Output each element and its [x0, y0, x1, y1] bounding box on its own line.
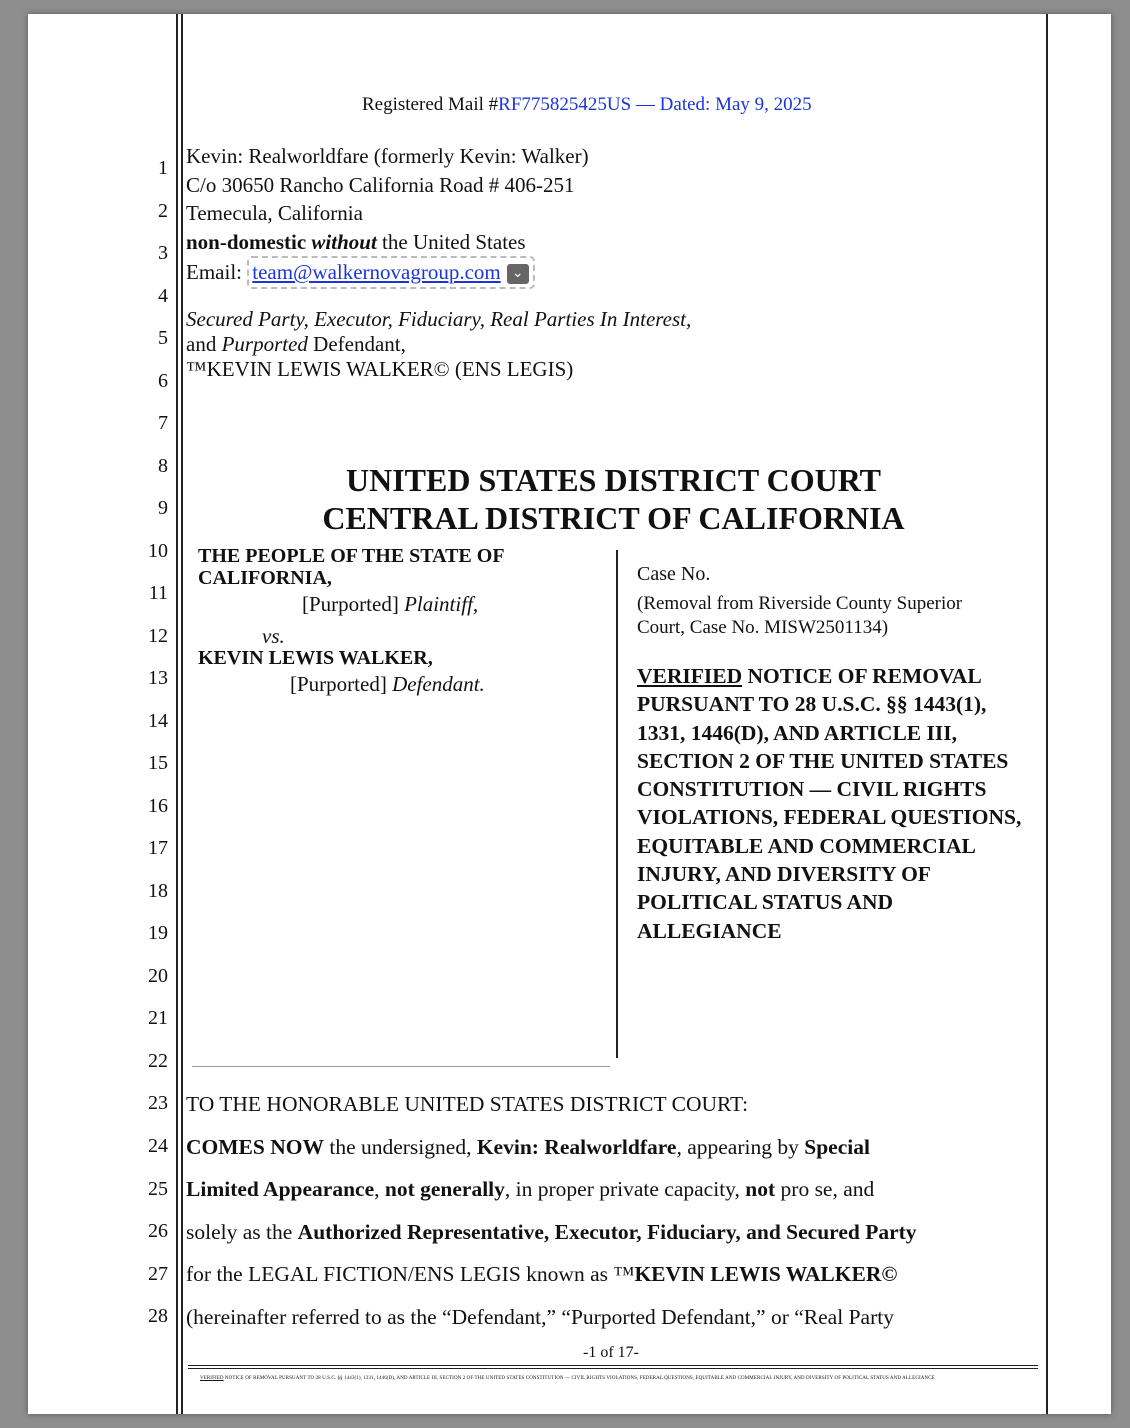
mail-date: — Dated: May 9, 2025 [631, 94, 812, 115]
body-line-28: (hereinafter referred to as the “Defendant,” “Purported Defendant,” or “Real Party [186, 1304, 894, 1329]
line-number: 9 [158, 497, 168, 519]
sender-street: C/o 30650 Rancho California Road # 406-251 [186, 172, 575, 197]
line-number: 13 [148, 667, 168, 689]
line-number: 3 [158, 242, 168, 264]
sender-name: Kevin: Realworldfare (formerly Kevin: Walker) [186, 144, 589, 168]
chevron-down-icon[interactable]: ⌄ [507, 264, 529, 284]
removal-note: (Removal from Riverside County Superior Court, Case No. MISW2501134) [637, 593, 963, 638]
non-domestic-line: non-domestic without the United States [186, 229, 526, 254]
role-line-2: and Purported Defendant, [186, 332, 406, 356]
line-number: 11 [148, 582, 168, 604]
line-number: 12 [148, 625, 168, 647]
line-number: 17 [148, 837, 168, 859]
document-title: VERIFIED NOTICE OF REMOVAL PURSUANT TO 28 U.S.C. §§ 1443(1), 1331, 1446(D), AND ARTICLE III, SECTION 2 OF THE UNITED STATES CONSTITUTION — CIVIL RIGHTS VIOLATIONS, FEDERAL QUESTIONS, EQUITABLE AND COMMERCIAL INJURY, AND DIVERSITY OF POLITICAL STATUS AND ALLEGIANCE [637, 664, 1022, 943]
body-line-25: Limited Appearance, not generally, in proper private capacity, not pro se, and [186, 1177, 875, 1201]
body-line-26: solely as the Authorized Representative, Executor, Fiduciary, and Secured Party [186, 1219, 917, 1244]
line-number: 5 [158, 327, 168, 349]
line-number: 8 [158, 455, 168, 477]
margin-rule-right [1046, 14, 1048, 1414]
line-number: 4 [158, 285, 168, 307]
court-name: UNITED STATES DISTRICT COURT [345, 462, 882, 498]
line-number: 22 [148, 1050, 168, 1072]
line-number: 10 [148, 540, 168, 562]
caption-divider [616, 550, 618, 1058]
email-link-box[interactable] [247, 256, 535, 289]
footer-rule-top [188, 1365, 1038, 1366]
body-text [186, 1083, 917, 1338]
line-number: 27 [148, 1263, 168, 1285]
caption-underline [192, 1066, 610, 1067]
case-number-label: Case No. [637, 563, 711, 585]
email-link[interactable]: team@walkernovagroup.com [252, 260, 501, 284]
mail-number: RF775825425US [498, 94, 632, 115]
defendant-role: [Purported] Defendant. [290, 672, 485, 696]
plaintiff-role: [Purported] Plaintiff, [302, 592, 479, 616]
plaintiff-name: THE PEOPLE OF THE STATE OF CALIFORNIA, [198, 545, 504, 589]
page-number: -1 of 17- [583, 1344, 639, 1361]
body-line-27: for the LEGAL FICTION/ENS LEGIS known as ™KEVIN LEWIS WALKER© [186, 1262, 898, 1286]
sender-city: Temecula, California [186, 201, 363, 225]
line-number: 25 [148, 1178, 168, 1200]
line-number: 23 [148, 1092, 168, 1114]
court-district: CENTRAL DISTRICT OF CALIFORNIA [322, 500, 905, 536]
line-number: 19 [148, 922, 168, 944]
email-line [186, 256, 589, 289]
line-number: 2 [158, 200, 168, 222]
document-page [28, 14, 1111, 1414]
case-caption-title [637, 563, 1037, 945]
line-number: 24 [148, 1135, 168, 1157]
case-caption-parties [198, 545, 608, 695]
line-number: 6 [158, 370, 168, 392]
registered-mail-label: Registered Mail # [362, 94, 499, 115]
role-line-3: ™KEVIN LEWIS WALKER© (ENS LEGIS) [186, 357, 574, 381]
line-number: 1 [158, 157, 168, 179]
footer-rule-bottom [188, 1368, 1038, 1369]
versus: vs. [262, 624, 285, 648]
defendant-name: KEVIN LEWIS WALKER, [198, 647, 433, 669]
address-block [186, 142, 589, 289]
line-number: 28 [148, 1305, 168, 1327]
line-number: 20 [148, 965, 168, 987]
court-heading [186, 461, 1041, 537]
body-line-23: TO THE HONORABLE UNITED STATES DISTRICT COURT: [186, 1092, 749, 1116]
line-number: 21 [148, 1007, 168, 1029]
line-number: 15 [148, 752, 168, 774]
line-number: 7 [158, 412, 168, 434]
line-number: 26 [148, 1220, 168, 1242]
line-number: 18 [148, 880, 168, 902]
margin-rule-left-inner [181, 14, 183, 1414]
registered-mail-header [362, 94, 812, 116]
role-line-1: Secured Party, Executor, Fiduciary, Real Parties In Interest, [186, 307, 692, 331]
body-line-24: COMES NOW the undersigned, Kevin: Realworldfare, appearing by Special [186, 1134, 870, 1159]
line-number: 14 [148, 710, 168, 732]
margin-rule-left-outer [176, 14, 178, 1414]
email-label: Email: [186, 260, 248, 284]
footer-title: VERIFIED NOTICE OF REMOVAL PURSUANT TO 28 U.S.C. §§ 1443(1), 1331, 1446(D), AND ARTICLE III, SECTION 2 OF THE UNITED STATES CONSTITUTION — CIVIL RIGHTS VIOLATIONS, FEDERAL QUESTIONS, EQUITABLE AND COMMERCIAL INJURY, AND DIVERSITY OF POLITICAL STATUS AND ALLEGIANCE [200, 1376, 935, 1381]
line-number: 16 [148, 795, 168, 817]
party-role-block [186, 307, 691, 382]
